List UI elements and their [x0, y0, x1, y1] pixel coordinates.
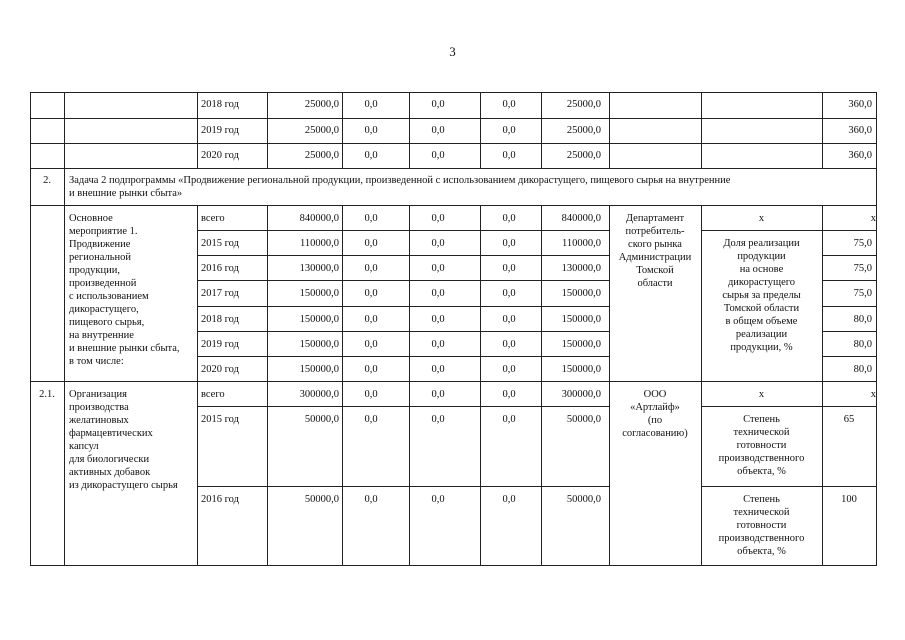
indicator-value-cell: 80,0 — [853, 314, 872, 325]
task-title: Задача 2 подпрограммы «Продвижение региональной продукции, произведенной с использованием дикорастущего, пищевого сырья на внутренние — [69, 175, 731, 186]
event-title-line: с использованием — [69, 291, 149, 302]
grid-hline — [197, 356, 610, 357]
indicator-value-cell: 80,0 — [853, 364, 872, 375]
grid-vline — [541, 92, 542, 169]
executor-line: ского рынка — [628, 239, 682, 250]
local-budget-cell: 0,0 — [502, 288, 516, 299]
total-cell: 840000,0 — [299, 213, 339, 224]
executor-line: Томской — [636, 265, 674, 276]
year-cell: всего — [201, 213, 225, 224]
indicator-value-cell: 360,0 — [848, 99, 872, 110]
grid-vline — [822, 381, 823, 566]
regional-budget-cell: 0,0 — [431, 213, 445, 224]
grid-vline — [342, 381, 343, 566]
executor-line: согласованию) — [622, 428, 688, 439]
grid-hline — [30, 381, 877, 382]
year-cell: 2018 год — [201, 314, 239, 325]
federal-budget-cell: 0,0 — [364, 364, 378, 375]
event-title-line: региональной — [69, 252, 131, 263]
indicator-line: объекта, % — [737, 466, 786, 477]
grid-vline — [701, 92, 702, 169]
total-cell: 25000,0 — [304, 150, 339, 161]
indicator-line: Доля реализации — [723, 238, 800, 249]
indicator-line: технической — [733, 507, 790, 518]
year-cell: 2019 год — [201, 339, 239, 350]
event-title-line: желатиновых — [69, 415, 129, 426]
grid-vline — [197, 381, 198, 566]
total-cell: 25000,0 — [304, 99, 339, 110]
indicator-line: Степень — [743, 494, 780, 505]
grid-vline — [64, 205, 65, 382]
indicator-line: производственного — [718, 453, 805, 464]
executor-line: Департамент — [625, 213, 685, 224]
executor-line: области — [637, 278, 673, 289]
year-cell: 2018 год — [201, 99, 239, 110]
indicator-value-cell: 360,0 — [848, 150, 872, 161]
regional-budget-cell: 0,0 — [431, 238, 445, 249]
grid-vline — [30, 92, 31, 169]
total-cell: 150000,0 — [299, 339, 339, 350]
event-title-line: Организация — [69, 389, 127, 400]
local-budget-cell: 0,0 — [502, 339, 516, 350]
regional-budget-cell: 0,0 — [431, 263, 445, 274]
indicator-line: дикорастущего — [727, 277, 796, 288]
regional-budget-cell: 0,0 — [431, 339, 445, 350]
indicator-value-cell: 65 — [843, 414, 855, 425]
regional-budget-cell: 0,0 — [431, 364, 445, 375]
extrabudget-cell: 150000,0 — [561, 314, 601, 325]
year-cell: 2019 год — [201, 125, 239, 136]
federal-budget-cell: 0,0 — [364, 150, 378, 161]
total-cell: 50000,0 — [304, 494, 339, 505]
total-cell: 50000,0 — [304, 414, 339, 425]
total-cell: 150000,0 — [299, 364, 339, 375]
year-cell: 2015 год — [201, 414, 239, 425]
grid-hline — [822, 331, 877, 332]
grid-hline — [822, 306, 877, 307]
extrabudget-cell: 110000,0 — [562, 238, 601, 249]
year-cell: 2020 год — [201, 364, 239, 375]
regional-budget-cell: 0,0 — [431, 288, 445, 299]
local-budget-cell: 0,0 — [502, 389, 516, 400]
extrabudget-cell: 25000,0 — [566, 99, 601, 110]
task-number: 2. — [43, 175, 51, 186]
grid-hline — [30, 205, 877, 206]
executor-line: Администрации — [618, 252, 692, 263]
indicator-line: сырья за пределы — [722, 290, 801, 301]
regional-budget-cell: 0,0 — [431, 314, 445, 325]
grid-vline — [197, 92, 198, 169]
event-title-line: активных добавок — [69, 467, 151, 478]
federal-budget-cell: 0,0 — [364, 213, 378, 224]
year-cell: 2020 год — [201, 150, 239, 161]
grid-hline — [30, 143, 877, 144]
grid-hline — [701, 406, 877, 407]
local-budget-cell: 0,0 — [502, 314, 516, 325]
extrabudget-cell: 300000,0 — [561, 389, 601, 400]
total-cell: 150000,0 — [299, 314, 339, 325]
extrabudget-cell: 150000,0 — [561, 339, 601, 350]
grid-hline — [701, 486, 877, 487]
year-cell: 2015 год — [201, 238, 239, 249]
grid-hline — [30, 168, 877, 169]
federal-budget-cell: 0,0 — [364, 125, 378, 136]
grid-hline — [197, 306, 610, 307]
event-number: 2.1. — [39, 389, 55, 400]
grid-hline — [197, 486, 610, 487]
local-budget-cell: 0,0 — [502, 414, 516, 425]
indicator-value-cell: 75,0 — [853, 263, 872, 274]
federal-budget-cell: 0,0 — [364, 288, 378, 299]
page-number: 3 — [449, 44, 456, 59]
local-budget-cell: 0,0 — [502, 99, 516, 110]
indicator-line: продукции, % — [730, 342, 793, 353]
event-title-line: фармацевтических — [69, 428, 153, 439]
task-title: и внешние рынки сбыта» — [69, 188, 183, 199]
event-title-line: и внешние рынки сбыта, — [69, 343, 180, 354]
total-cell: 150000,0 — [299, 288, 339, 299]
year-cell: 2016 год — [201, 263, 239, 274]
extrabudget-cell: 25000,0 — [566, 125, 601, 136]
extrabudget-cell: 130000,0 — [561, 263, 601, 274]
grid-vline — [876, 92, 877, 169]
event-title-line: для биологически — [69, 454, 150, 465]
regional-budget-cell: 0,0 — [431, 389, 445, 400]
grid-hline — [197, 230, 610, 231]
year-cell: 2016 год — [201, 494, 239, 505]
grid-hline — [197, 406, 610, 407]
indicator-value-cell: 75,0 — [853, 288, 872, 299]
grid-hline — [822, 255, 877, 256]
grid-hline — [197, 331, 610, 332]
indicator-value-cell: 360,0 — [848, 125, 872, 136]
indicator-line: на основе — [739, 264, 784, 275]
extrabudget-cell: 150000,0 — [561, 364, 601, 375]
grid-hline — [30, 118, 877, 119]
event-title-line: Продвижение — [69, 239, 131, 250]
grid-vline — [876, 168, 877, 206]
federal-budget-cell: 0,0 — [364, 99, 378, 110]
extrabudget-cell: 25000,0 — [566, 150, 601, 161]
grid-vline — [480, 381, 481, 566]
executor-line: (по — [647, 415, 663, 426]
indicator-line: готовности — [736, 520, 787, 531]
regional-budget-cell: 0,0 — [431, 99, 445, 110]
regional-budget-cell: 0,0 — [431, 494, 445, 505]
executor-line: «Артлайф» — [630, 402, 680, 413]
local-budget-cell: 0,0 — [502, 364, 516, 375]
event-title-line: мероприятие 1. — [69, 226, 138, 237]
total-cell: 25000,0 — [304, 125, 339, 136]
indicator-x-value: x — [870, 389, 876, 400]
local-budget-cell: 0,0 — [502, 263, 516, 274]
executor-line: ООО — [643, 389, 667, 400]
indicator-x-value: x — [870, 213, 876, 224]
local-budget-cell: 0,0 — [502, 125, 516, 136]
local-budget-cell: 0,0 — [502, 150, 516, 161]
indicator-value-cell: 100 — [841, 494, 857, 505]
event-title-line: в том числе: — [69, 356, 124, 367]
local-budget-cell: 0,0 — [502, 238, 516, 249]
total-cell: 130000,0 — [299, 263, 339, 274]
event-title-line: пищевого сырья, — [69, 317, 145, 328]
grid-vline — [30, 381, 31, 566]
grid-vline — [64, 381, 65, 566]
event-title-line: на внутренние — [69, 330, 134, 341]
grid-vline — [30, 205, 31, 382]
event-title-line: произведенной — [69, 278, 137, 289]
year-cell: всего — [201, 389, 225, 400]
extrabudget-cell: 50000,0 — [566, 494, 601, 505]
grid-hline — [822, 230, 877, 231]
event-title-line: из дикорастущего сырья — [69, 480, 178, 491]
indicator-line: в общем объеме — [725, 316, 798, 327]
event-title-line: продукции, — [69, 265, 120, 276]
grid-hline — [197, 255, 610, 256]
grid-vline — [64, 168, 65, 206]
indicator-line: готовности — [736, 440, 787, 451]
extrabudget-cell: 840000,0 — [561, 213, 601, 224]
event-title-line: Основное — [69, 213, 113, 224]
indicator-line: производственного — [718, 533, 805, 544]
event-title-line: дикорастущего, — [69, 304, 139, 315]
regional-budget-cell: 0,0 — [431, 125, 445, 136]
grid-hline — [822, 280, 877, 281]
grid-vline — [64, 92, 65, 169]
grid-hline — [701, 230, 823, 231]
federal-budget-cell: 0,0 — [364, 238, 378, 249]
federal-budget-cell: 0,0 — [364, 339, 378, 350]
grid-vline — [876, 381, 877, 566]
grid-hline — [30, 92, 877, 93]
local-budget-cell: 0,0 — [502, 213, 516, 224]
federal-budget-cell: 0,0 — [364, 414, 378, 425]
local-budget-cell: 0,0 — [502, 494, 516, 505]
extrabudget-cell: 150000,0 — [561, 288, 601, 299]
indicator-line: технической — [733, 427, 790, 438]
regional-budget-cell: 0,0 — [431, 414, 445, 425]
grid-hline — [30, 565, 877, 566]
grid-vline — [609, 92, 610, 169]
year-cell: 2017 год — [201, 288, 239, 299]
extrabudget-cell: 50000,0 — [566, 414, 601, 425]
indicator-value-cell: 80,0 — [853, 339, 872, 350]
total-cell: 300000,0 — [299, 389, 339, 400]
grid-vline — [541, 381, 542, 566]
indicator-line: продукции — [737, 251, 786, 262]
federal-budget-cell: 0,0 — [364, 494, 378, 505]
event-title-line: производства — [69, 402, 129, 413]
grid-vline — [267, 92, 268, 169]
grid-hline — [822, 356, 877, 357]
indicator-x-cell: x — [758, 213, 765, 224]
regional-budget-cell: 0,0 — [431, 150, 445, 161]
grid-hline — [197, 280, 610, 281]
indicator-line: Степень — [743, 414, 780, 425]
indicator-line: реализации — [735, 329, 788, 340]
federal-budget-cell: 0,0 — [364, 314, 378, 325]
grid-vline — [267, 381, 268, 566]
indicator-value-cell: 75,0 — [853, 238, 872, 249]
indicator-line: Томской области — [723, 303, 800, 314]
indicator-x-cell: x — [758, 389, 765, 400]
event-title-line: капсул — [69, 441, 99, 452]
total-cell: 110000,0 — [300, 238, 339, 249]
federal-budget-cell: 0,0 — [364, 389, 378, 400]
indicator-line: объекта, % — [737, 546, 786, 557]
federal-budget-cell: 0,0 — [364, 263, 378, 274]
grid-vline — [409, 381, 410, 566]
executor-line: потребитель- — [625, 226, 685, 237]
